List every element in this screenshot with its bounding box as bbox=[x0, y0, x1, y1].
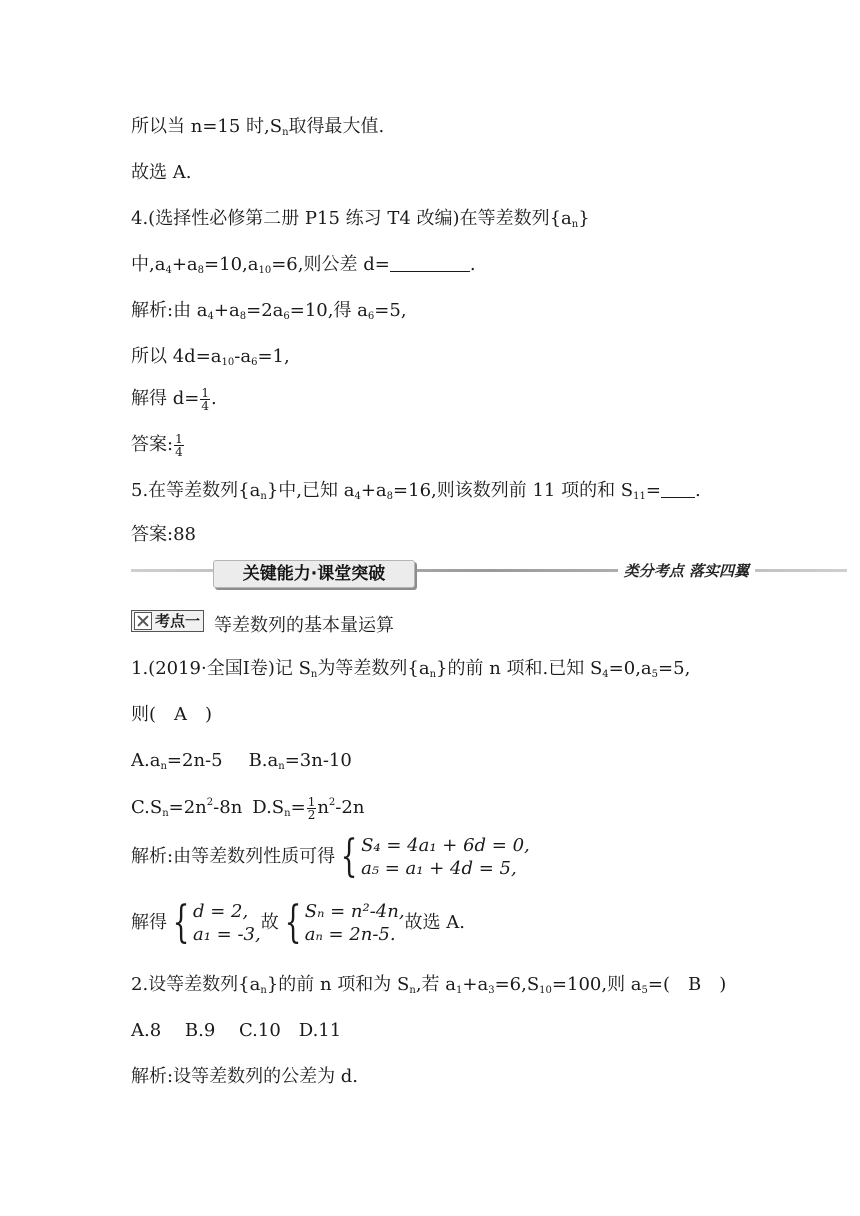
answer-line-4: 答案: $\frac{1}{4}$ bbox=[131, 431, 183, 459]
q2-options: A.8 B.9 C.10 D.11 bbox=[131, 1020, 342, 1041]
brace-glyph: { bbox=[172, 897, 190, 948]
analysis-line-1: 解析:由 $a_4+a_8=2a_6=10$,得 $a_6=5$, bbox=[131, 300, 407, 322]
fraction: $\frac{1}{4}$ bbox=[201, 385, 209, 413]
topic-heading bbox=[131, 610, 394, 639]
fraction: $\frac{1}{2}$ bbox=[307, 794, 316, 822]
exam-point-icon bbox=[134, 612, 152, 630]
section-banner bbox=[131, 560, 847, 588]
brace-glyph: { bbox=[284, 897, 302, 948]
section-slogan: 类分考点 落实四翼 bbox=[618, 558, 755, 584]
text-line-1: 所以当 n=15 时$,S_n$取得最大值. bbox=[131, 116, 385, 138]
question-4-cont: 中$,a_4+a_8=10,a_{10}=6$,则公差 d= . bbox=[131, 254, 476, 276]
section-title: 关键能力·课堂突破 bbox=[213, 560, 415, 588]
answer-blank bbox=[661, 479, 695, 498]
brace-glyph: { bbox=[340, 831, 358, 882]
text-line-2: 故选 A. bbox=[131, 162, 192, 183]
q2-analysis: 解析:设等差数列的公差为 d. bbox=[131, 1066, 359, 1087]
analysis-line-3: 解得 d= $\frac{1}{4}$ . bbox=[131, 385, 217, 413]
equation-system: { d = 2, a₁ = -3, bbox=[172, 897, 261, 948]
analysis-line-2: 所以 $4d=a_{10}-a_6=1$, bbox=[131, 346, 290, 368]
q1-analysis: 解析:由等差数列性质可得 { S₄ = 4a₁ + 6d = 0, a₅ = a₁ + 4d = 5, bbox=[131, 831, 530, 882]
q2-line-1: 2.设等差数列$\{a_n\}$的前 n 项和为 $S_n$,若 $a_1+a_3=6,S_{10}=100$,则 $a_5=$( B ) bbox=[131, 974, 727, 996]
q1-line-2: 则( A ) bbox=[131, 704, 213, 725]
topic-badge: 考点一 bbox=[131, 610, 204, 632]
topic-title: 等差数列的基本量运算 bbox=[214, 615, 395, 636]
q1-options-ab: $A.a_n=2n-5$ $B.a_n=3n-10$ bbox=[131, 750, 352, 772]
q1-line-1: 1.(2019·全国Ⅰ卷)记 $S_n$为等差数列$\{a_n\}$的前 n 项和.已知 $S_4=0,a_5=5$, bbox=[131, 658, 691, 680]
answer-line-5: 答案:88 bbox=[131, 524, 196, 545]
q1-options-cd: $C.S_n=2n^2-8n$ $D.S_n=$ $\frac{1}{2}$ $n^2-2n$ bbox=[131, 794, 365, 822]
answer-blank bbox=[390, 253, 470, 272]
question-4: 4.(选择性必修第二册 P15 练习 T4 改编)在等差数列$\{a_n\}$ bbox=[131, 208, 590, 230]
equation-system: { Sₙ = n²-4n, aₙ = 2n-5. bbox=[284, 897, 405, 948]
question-5: 5.在等差数列$\{a_n\}$中,已知 $a_4+a_8=16$,则该数列前 11 项的和 $S_{11}=$ . bbox=[131, 480, 701, 502]
fraction: $\frac{1}{4}$ bbox=[175, 431, 183, 459]
equation-system: { S₄ = 4a₁ + 6d = 0, a₅ = a₁ + 4d = 5, bbox=[340, 831, 530, 882]
q1-solution: 解得 { d = 2, a₁ = -3, 故 { Sₙ = n²-4n, aₙ = 2n-5. 故选 A. bbox=[131, 897, 465, 948]
